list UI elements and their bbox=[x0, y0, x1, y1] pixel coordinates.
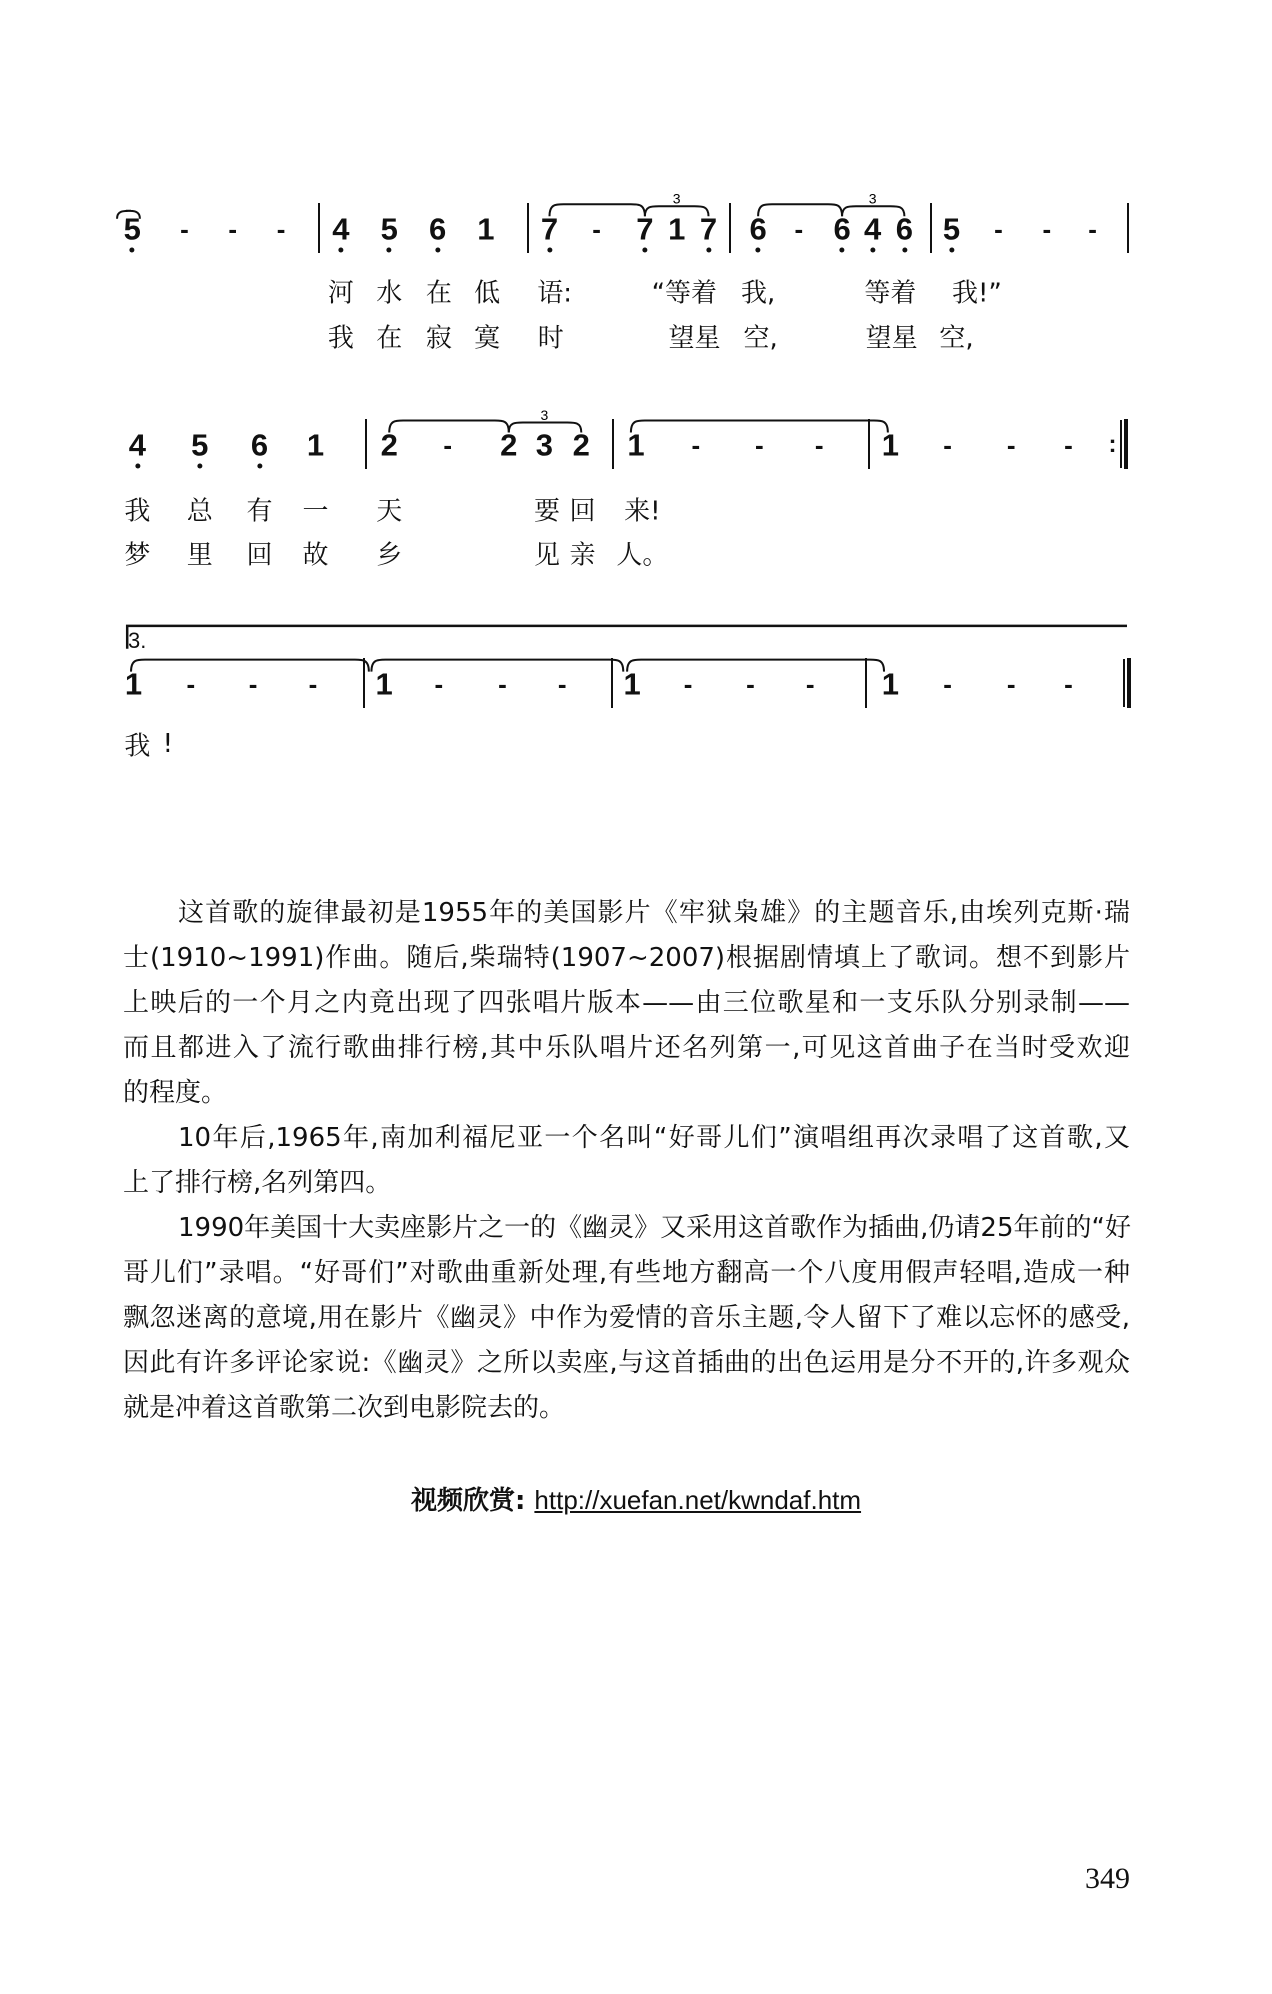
volta-label: 3. bbox=[128, 628, 147, 653]
triplet-mark: 3 bbox=[868, 190, 877, 207]
lyric-syllable: 要 bbox=[533, 496, 560, 527]
lyric-syllable: 语: bbox=[537, 278, 572, 309]
tie-arc bbox=[371, 660, 623, 672]
lyric-syllable: 空, bbox=[939, 323, 974, 354]
lyric-syllable: 里 bbox=[186, 540, 213, 571]
note-value: 6 bbox=[749, 211, 767, 247]
volta-bracket bbox=[127, 626, 1127, 649]
lyric-syllable: 有 bbox=[246, 496, 273, 527]
tie-arc bbox=[627, 660, 884, 672]
note-value: 7 bbox=[636, 211, 654, 247]
note-value: - bbox=[434, 669, 444, 700]
note-value: 1 bbox=[477, 211, 495, 247]
note-value: - bbox=[186, 669, 196, 700]
tie-arc bbox=[758, 204, 842, 216]
video-link-row bbox=[0, 1480, 1272, 1517]
note-value: - bbox=[805, 669, 815, 700]
note-value: 5 bbox=[191, 427, 209, 463]
lyric-syllable: 我!” bbox=[951, 278, 1002, 309]
note-value: 5 bbox=[942, 211, 961, 247]
tie-arc bbox=[131, 660, 369, 672]
note-value: 6 bbox=[250, 427, 269, 463]
lyric-syllable: 河 bbox=[327, 278, 354, 309]
lyric-syllable: 故 bbox=[302, 540, 329, 571]
note-value: - bbox=[1006, 430, 1016, 461]
lyric-syllable: 梦 bbox=[124, 540, 151, 571]
note-value: - bbox=[1006, 669, 1016, 700]
lyric-syllable: 时 bbox=[537, 323, 564, 354]
note-value: 4 bbox=[128, 427, 146, 463]
paragraph-line: 上映后的一个月之内竟出现了四张唱片版本——由三位歌星和一支乐队分别录制—— bbox=[123, 988, 1130, 1018]
lyric-syllable: 回 bbox=[246, 540, 273, 571]
note-value: - bbox=[308, 669, 318, 700]
lyric-syllable: 寞 bbox=[474, 323, 501, 354]
lyric-syllable: 我 bbox=[327, 323, 354, 354]
note-value: 5 bbox=[123, 211, 141, 247]
lyric-syllable: 寂 bbox=[425, 323, 452, 354]
lyric-syllable: 见 bbox=[533, 540, 560, 571]
triplet-slur bbox=[842, 206, 904, 216]
note-value: 1 bbox=[623, 666, 641, 702]
note-value: 7 bbox=[699, 211, 718, 247]
paragraph-line: 上了排行榜,名列第四。 bbox=[123, 1168, 392, 1198]
note-value: - bbox=[691, 430, 701, 461]
tie-arc bbox=[117, 211, 140, 219]
note-value: 6 bbox=[428, 211, 447, 247]
lyric-syllable: 来! bbox=[624, 496, 661, 527]
paragraph-line: 飘忽迷离的意境,用在影片《幽灵》中作为爱情的音乐主题,令人留下了难以忘怀的感受, bbox=[123, 1303, 1130, 1333]
lyric-syllable: 人。 bbox=[616, 540, 669, 571]
note-value: - bbox=[755, 430, 764, 461]
lyric-syllable: 等着 bbox=[864, 278, 917, 309]
paragraph-line: 就是冲着这首歌第二次到电影院去的。 bbox=[123, 1393, 566, 1423]
note-value: - bbox=[1042, 213, 1052, 244]
note-value: 2 bbox=[380, 427, 398, 463]
note-value: 1 bbox=[668, 211, 686, 247]
repeat-dots: : bbox=[1108, 431, 1117, 459]
triplet-mark: 3 bbox=[672, 190, 681, 207]
note-value: - bbox=[1064, 430, 1073, 461]
lyric-syllable: 回 bbox=[569, 496, 596, 527]
note-value: - bbox=[994, 213, 1003, 244]
note-value: - bbox=[228, 213, 238, 244]
lyric-syllable: 水 bbox=[376, 278, 403, 309]
lyric-syllable: ! bbox=[162, 729, 174, 760]
lyric-syllable: 乡 bbox=[376, 540, 403, 571]
note-value: - bbox=[180, 213, 189, 244]
note-value: - bbox=[746, 669, 755, 700]
note-value: 4 bbox=[863, 211, 882, 247]
note-value: - bbox=[683, 669, 693, 700]
paragraph-line: 10年后,1965年,南加利福尼亚一个名叫“好哥儿们”演唱组再次录唱了这首歌,又 bbox=[178, 1123, 1130, 1153]
note-value: 1 bbox=[627, 427, 645, 463]
note-value: 7 bbox=[540, 211, 559, 247]
paragraph-line: 士(1910~1991)作曲。随后,柴瑞特(1907~2007)根据剧情填上了歌词。想不到影片 bbox=[123, 943, 1130, 973]
note-value: - bbox=[1064, 669, 1073, 700]
note-value: 6 bbox=[895, 211, 914, 247]
paragraph-line: 的程度。 bbox=[123, 1078, 228, 1108]
note-value: 2 bbox=[500, 427, 518, 463]
lyric-syllable: 天 bbox=[376, 496, 403, 527]
note-value: 6 bbox=[833, 211, 851, 247]
lyric-syllable: 望星 bbox=[865, 323, 918, 354]
lyric-syllable: 空, bbox=[743, 323, 778, 354]
lyric-syllable: 亲 bbox=[569, 540, 596, 571]
lyric-syllable: 低 bbox=[474, 278, 501, 309]
paragraph-line: 而且都进入了流行歌曲排行榜,其中乐队唱片还名列第一,可见这首曲子在当时受欢迎 bbox=[123, 1033, 1130, 1063]
tie-arc bbox=[389, 420, 509, 432]
note-value: - bbox=[443, 430, 453, 461]
note-value: 1 bbox=[375, 666, 393, 702]
lyric-syllable: 我 bbox=[124, 496, 151, 527]
paragraph-line: 1990年美国十大卖座影片之一的《幽灵》又采用这首歌作为插曲,仍请25年前的“好 bbox=[178, 1213, 1131, 1243]
paragraph-line: 这首歌的旋律最初是1955年的美国影片《牢狱枭雄》的主题音乐,由埃列克斯·瑞 bbox=[178, 898, 1130, 928]
note-value: - bbox=[557, 669, 567, 700]
triplet-mark: 3 bbox=[540, 406, 549, 423]
lyric-syllable: 我 bbox=[124, 731, 151, 762]
video-link[interactable]: http://xuefan.net/kwndaf.htm bbox=[534, 1485, 862, 1515]
note-value: 3 bbox=[535, 427, 554, 463]
note-value: 1 bbox=[124, 666, 143, 702]
note-value: - bbox=[276, 213, 286, 244]
triplet-slur bbox=[509, 422, 582, 432]
note-value: 2 bbox=[572, 427, 590, 463]
lyric-syllable: 望星 bbox=[668, 323, 721, 354]
lyric-syllable: “等着 bbox=[651, 278, 718, 309]
note-value: - bbox=[814, 430, 824, 461]
triplet-slur bbox=[645, 206, 709, 216]
lyric-syllable: 在 bbox=[376, 323, 403, 354]
note-value: 4 bbox=[332, 211, 350, 247]
video-label: 视频欣赏: bbox=[410, 1486, 526, 1516]
lyric-syllable: 一 bbox=[302, 496, 329, 527]
note-value: - bbox=[592, 213, 601, 244]
note-value: - bbox=[1088, 213, 1097, 244]
page-number: 349 bbox=[1085, 1862, 1130, 1895]
paragraph-line: 因此有许多评论家说:《幽灵》之所以卖座,与这首插曲的出色运用是分不开的,许多观众 bbox=[123, 1348, 1130, 1378]
tie-arc bbox=[631, 420, 888, 432]
note-value: - bbox=[943, 669, 952, 700]
slur-layer bbox=[0, 0, 1272, 800]
note-value: 1 bbox=[306, 427, 325, 463]
lyric-syllable: 在 bbox=[425, 278, 452, 309]
note-value: - bbox=[248, 669, 258, 700]
note-value: 1 bbox=[881, 666, 900, 702]
note-value: - bbox=[794, 213, 804, 244]
note-value: - bbox=[943, 430, 952, 461]
note-value: 1 bbox=[881, 427, 900, 463]
lyric-syllable: 总 bbox=[186, 496, 213, 527]
note-value: - bbox=[498, 669, 507, 700]
note-value: 5 bbox=[380, 211, 398, 247]
lyric-syllable: 我, bbox=[740, 278, 776, 309]
tie-arc bbox=[550, 204, 645, 216]
paragraph-line: 哥儿们”录唱。“好哥们”对歌曲重新处理,有些地方翻高一个八度用假声轻唱,造成一种 bbox=[123, 1258, 1130, 1288]
